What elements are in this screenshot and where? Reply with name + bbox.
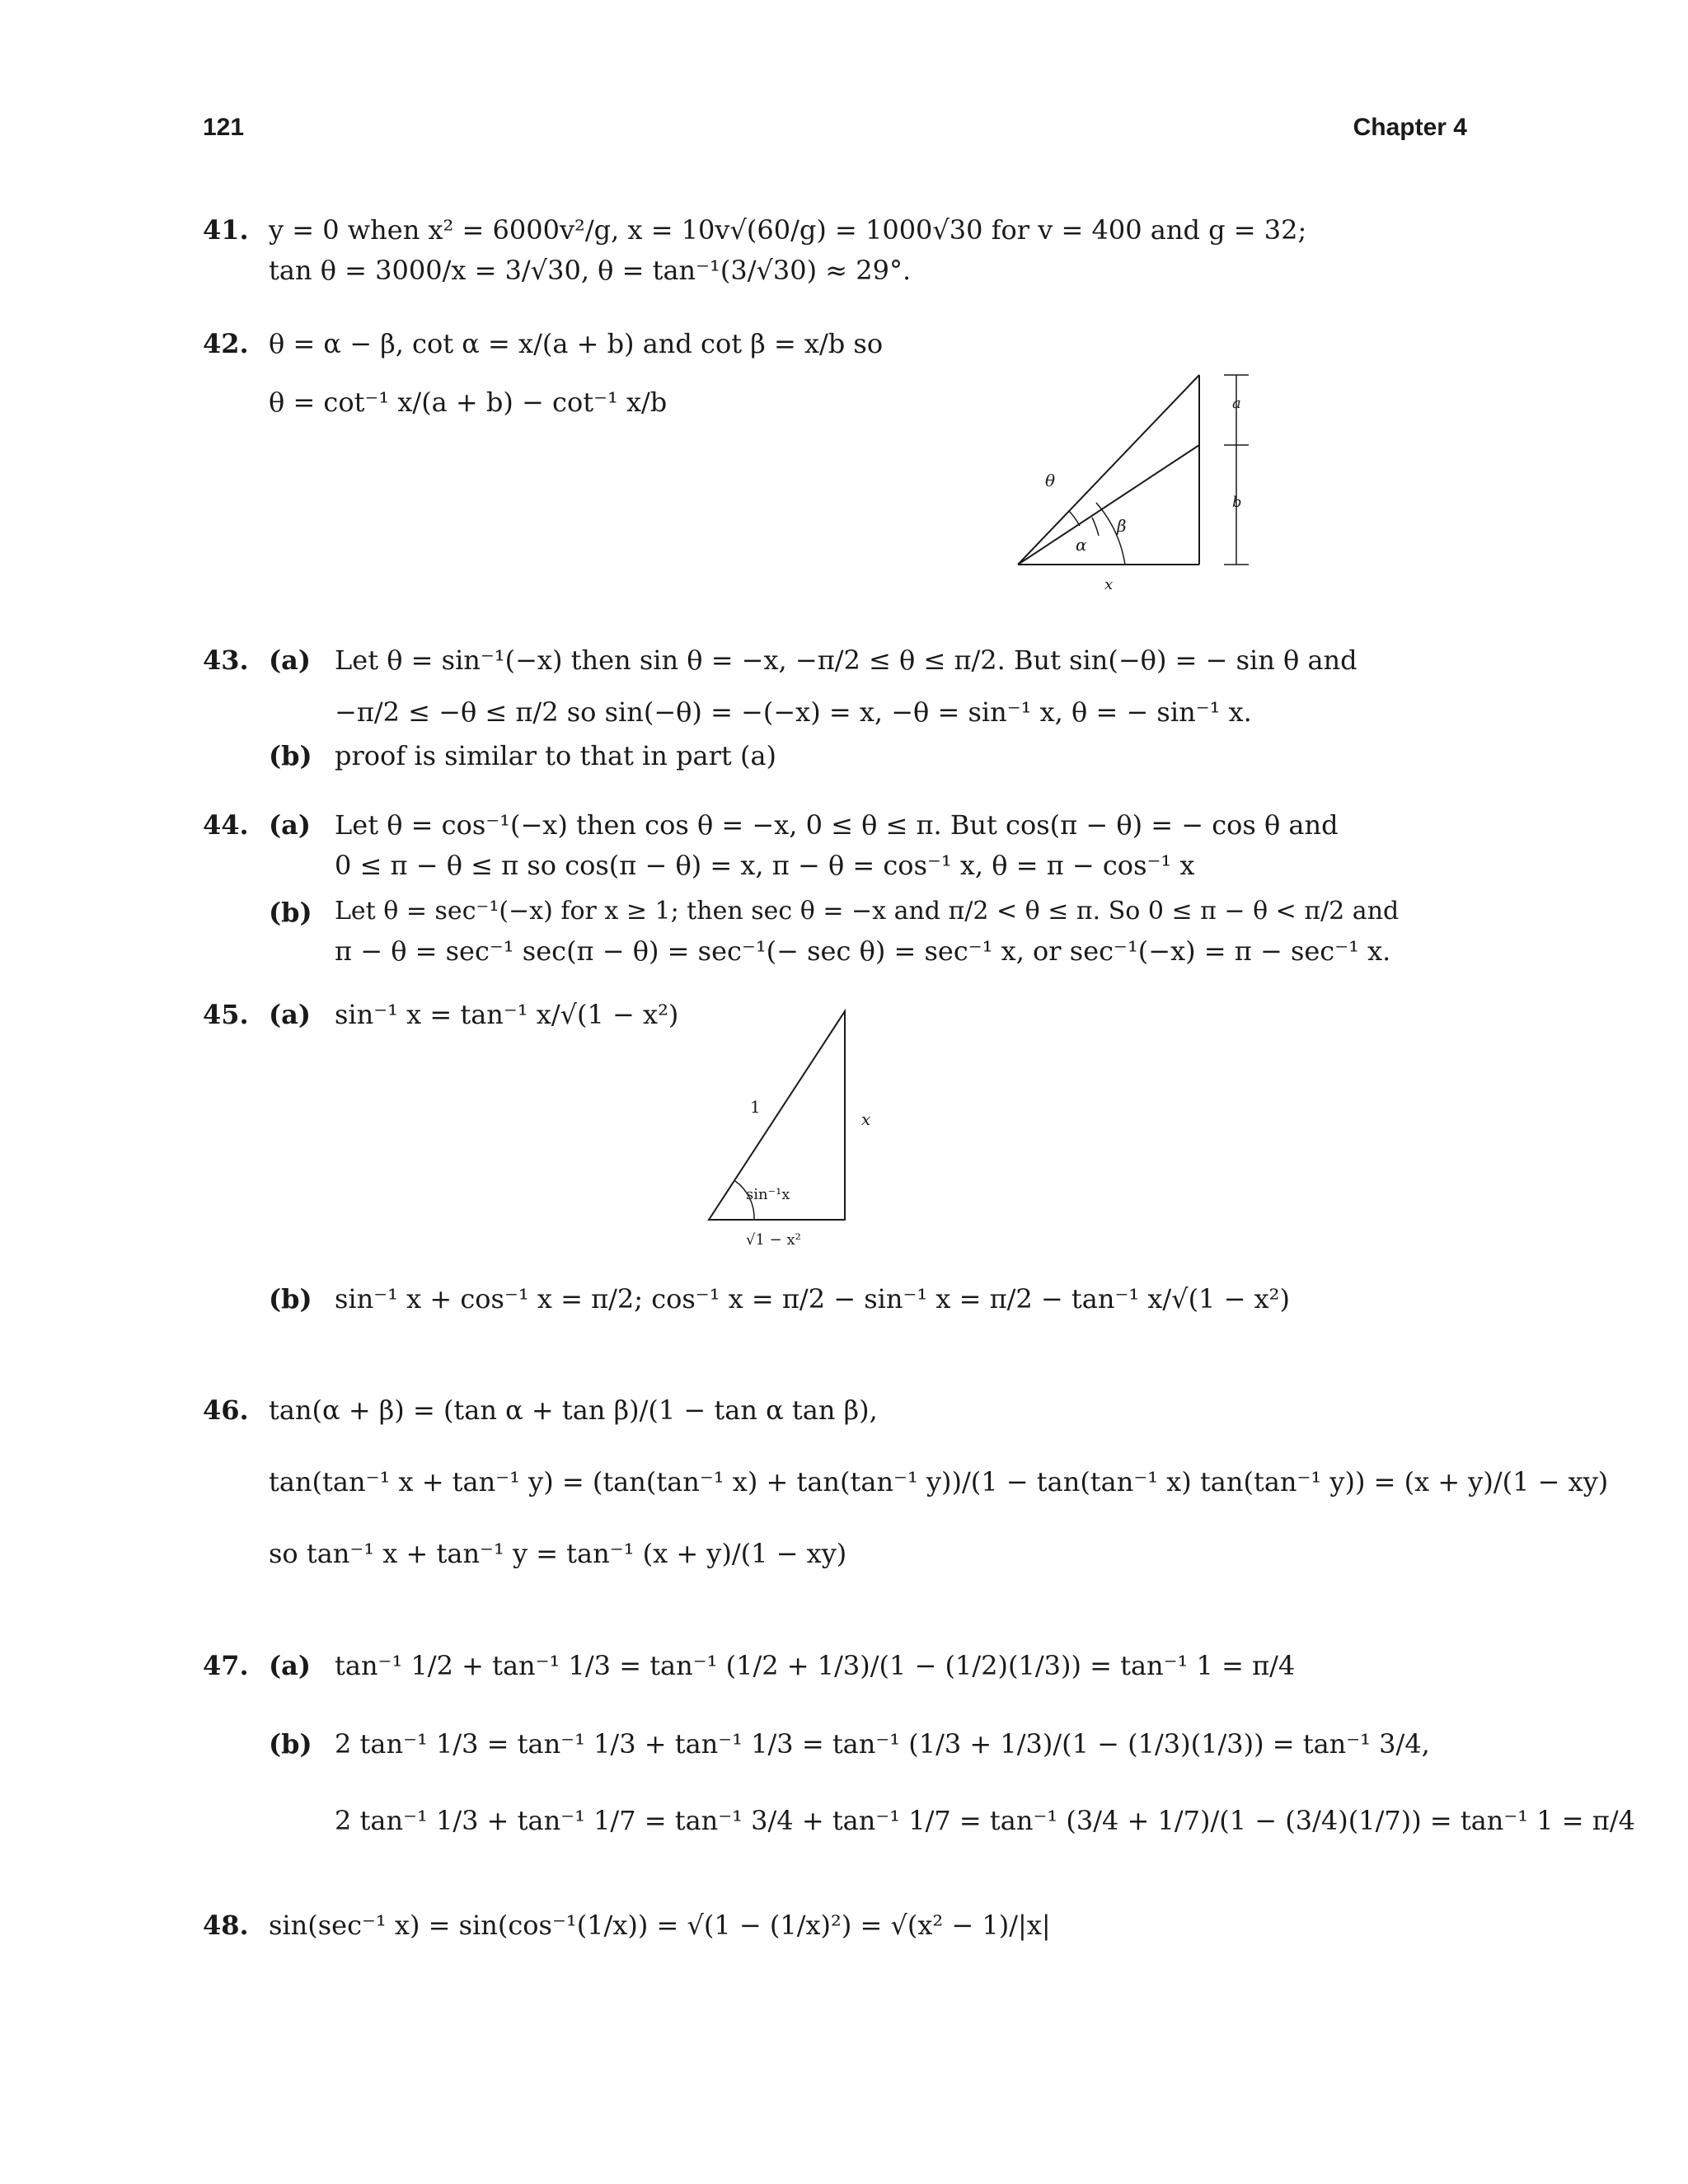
label-b: b: [1232, 494, 1242, 511]
solution-line: tan⁻¹ 1/2 + tan⁻¹ 1/3 = tan⁻¹ (1/2 + 1/3)/(1 − (1/2)(1/3)) = tan⁻¹ 1 = π/4: [335, 1650, 1296, 1681]
solution-line: −π/2 ≤ −θ ≤ π/2 so sin(−θ) = −(−x) = x, −θ = sin⁻¹ x, θ = − sin⁻¹ x.: [335, 696, 1252, 729]
solution-line: 2 tan⁻¹ 1/3 + tan⁻¹ 1/7 = tan⁻¹ 3/4 + tan⁻¹ 1/7 = tan⁻¹ (3/4 + 1/7)/(1 − (3/4)(1/7)) = tan⁻¹ 1 = π/4: [335, 1805, 1635, 1837]
part-label: (a): [269, 999, 312, 1030]
chapter-title: Chapter 4: [1353, 114, 1467, 141]
solution-line: θ = cot⁻¹ x/(a + b) − cot⁻¹ x/b: [269, 387, 668, 419]
upper-hypotenuse: [1018, 375, 1199, 565]
part-label: (a): [269, 644, 312, 676]
part-label: (a): [269, 1650, 312, 1681]
part-label: (b): [269, 1728, 312, 1760]
problem-43: [203, 643, 1489, 775]
problem-number: 41.: [203, 214, 249, 246]
solution-line: tan θ = 3000/x = 3/√30, θ = tan⁻¹(3/√30) ≈ 29°.: [269, 255, 912, 287]
part-label: (b): [269, 740, 312, 772]
label-beta: β: [1117, 516, 1127, 536]
label-alpha: α: [1076, 535, 1087, 555]
problem-number: 45.: [203, 999, 249, 1030]
figure-42-diagram: [1001, 363, 1265, 602]
solution-line: sin⁻¹ x = tan⁻¹ x/√(1 − x²): [335, 999, 679, 1030]
figure-45-triangle: [701, 1001, 890, 1257]
solution-line: 0 ≤ π − θ ≤ π so cos(π − θ) = x, π − θ = cos⁻¹ x, θ = π − cos⁻¹ x: [335, 850, 1195, 882]
label-opposite: x: [861, 1109, 871, 1129]
problem-number: 48.: [203, 1910, 249, 1941]
problem-45b: [203, 1282, 1489, 1317]
solution-line: sin⁻¹ x + cos⁻¹ x = π/2; cos⁻¹ x = π/2 − sin⁻¹ x = π/2 − tan⁻¹ x/√(1 − x²): [335, 1283, 1290, 1315]
solution-line: π − θ = sec⁻¹ sec(π − θ) = sec⁻¹(− sec θ) = sec⁻¹ x, or sec⁻¹(−x) = π − sec⁻¹ x.: [335, 935, 1391, 967]
problem-41: [203, 213, 1489, 288]
solution-line: so tan⁻¹ x + tan⁻¹ y = tan⁻¹ (x + y)/(1 − xy): [269, 1538, 847, 1570]
theta-arc: [1069, 511, 1080, 526]
label-hypotenuse: 1: [750, 1097, 761, 1117]
problem-44: [203, 808, 1489, 969]
solution-line: proof is similar to that in part (a): [335, 740, 776, 772]
problem-46: [203, 1393, 1609, 1572]
label-x: x: [1104, 576, 1114, 593]
solution-line: Let θ = cos⁻¹(−x) then cos θ = −x, 0 ≤ θ ≤ π. But cos(π − θ) = − cos θ and: [335, 809, 1339, 841]
label-theta: θ: [1045, 471, 1056, 490]
part-label: (b): [269, 897, 312, 929]
label-angle: sin⁻¹x: [746, 1186, 790, 1203]
lower-hypotenuse: [1018, 445, 1199, 565]
solution-line: Let θ = sin⁻¹(−x) then sin θ = −x, −π/2 ≤ θ ≤ π/2. But sin(−θ) = − sin θ and: [335, 644, 1357, 676]
part-label: (a): [269, 809, 312, 841]
solution-line: y = 0 when x² = 6000v²/g, x = 10v√(60/g) = 1000√30 for v = 400 and g = 32;: [269, 214, 1307, 246]
problem-47: [203, 1648, 1635, 1840]
alpha-arc: [1092, 518, 1099, 536]
problem-42: [203, 326, 1489, 420]
solution-line: 2 tan⁻¹ 1/3 = tan⁻¹ 1/3 + tan⁻¹ 1/3 = tan⁻¹ (1/3 + 1/3)/(1 − (1/3)(1/3)) = tan⁻¹ 3/4,: [335, 1728, 1430, 1760]
problem-number: 43.: [203, 644, 249, 676]
problem-number: 44.: [203, 809, 249, 841]
solution-line: tan(α + β) = (tan α + tan β)/(1 − tan α tan β),: [269, 1394, 878, 1426]
problem-number: 46.: [203, 1394, 249, 1426]
label-a: a: [1232, 395, 1241, 412]
solution-line: θ = α − β, cot α = x/(a + b) and cot β = x/b so: [269, 328, 884, 359]
solution-line: tan(tan⁻¹ x + tan⁻¹ y) = (tan(tan⁻¹ x) + tan(tan⁻¹ y))/(1 − tan(tan⁻¹ x) tan(tan⁻¹ y)) = (x + y)/(1 − xy): [269, 1466, 1609, 1498]
label-adjacent: √1 − x²: [746, 1231, 801, 1249]
problem-number: 47.: [203, 1650, 249, 1681]
solution-line: sin(sec⁻¹ x) = sin(cos⁻¹(1/x)) = √(1 − (1/x)²) = √(x² − 1)/|x|: [269, 1910, 1051, 1941]
page-number: 121: [203, 114, 245, 141]
part-label: (b): [269, 1283, 312, 1315]
problem-number: 42.: [203, 328, 249, 359]
solution-line: Let θ = sec⁻¹(−x) for x ≥ 1; then sec θ = −x and π/2 < θ ≤ π. So 0 ≤ π − θ < π/2 and: [335, 897, 1400, 926]
problem-48: [203, 1908, 1489, 1943]
